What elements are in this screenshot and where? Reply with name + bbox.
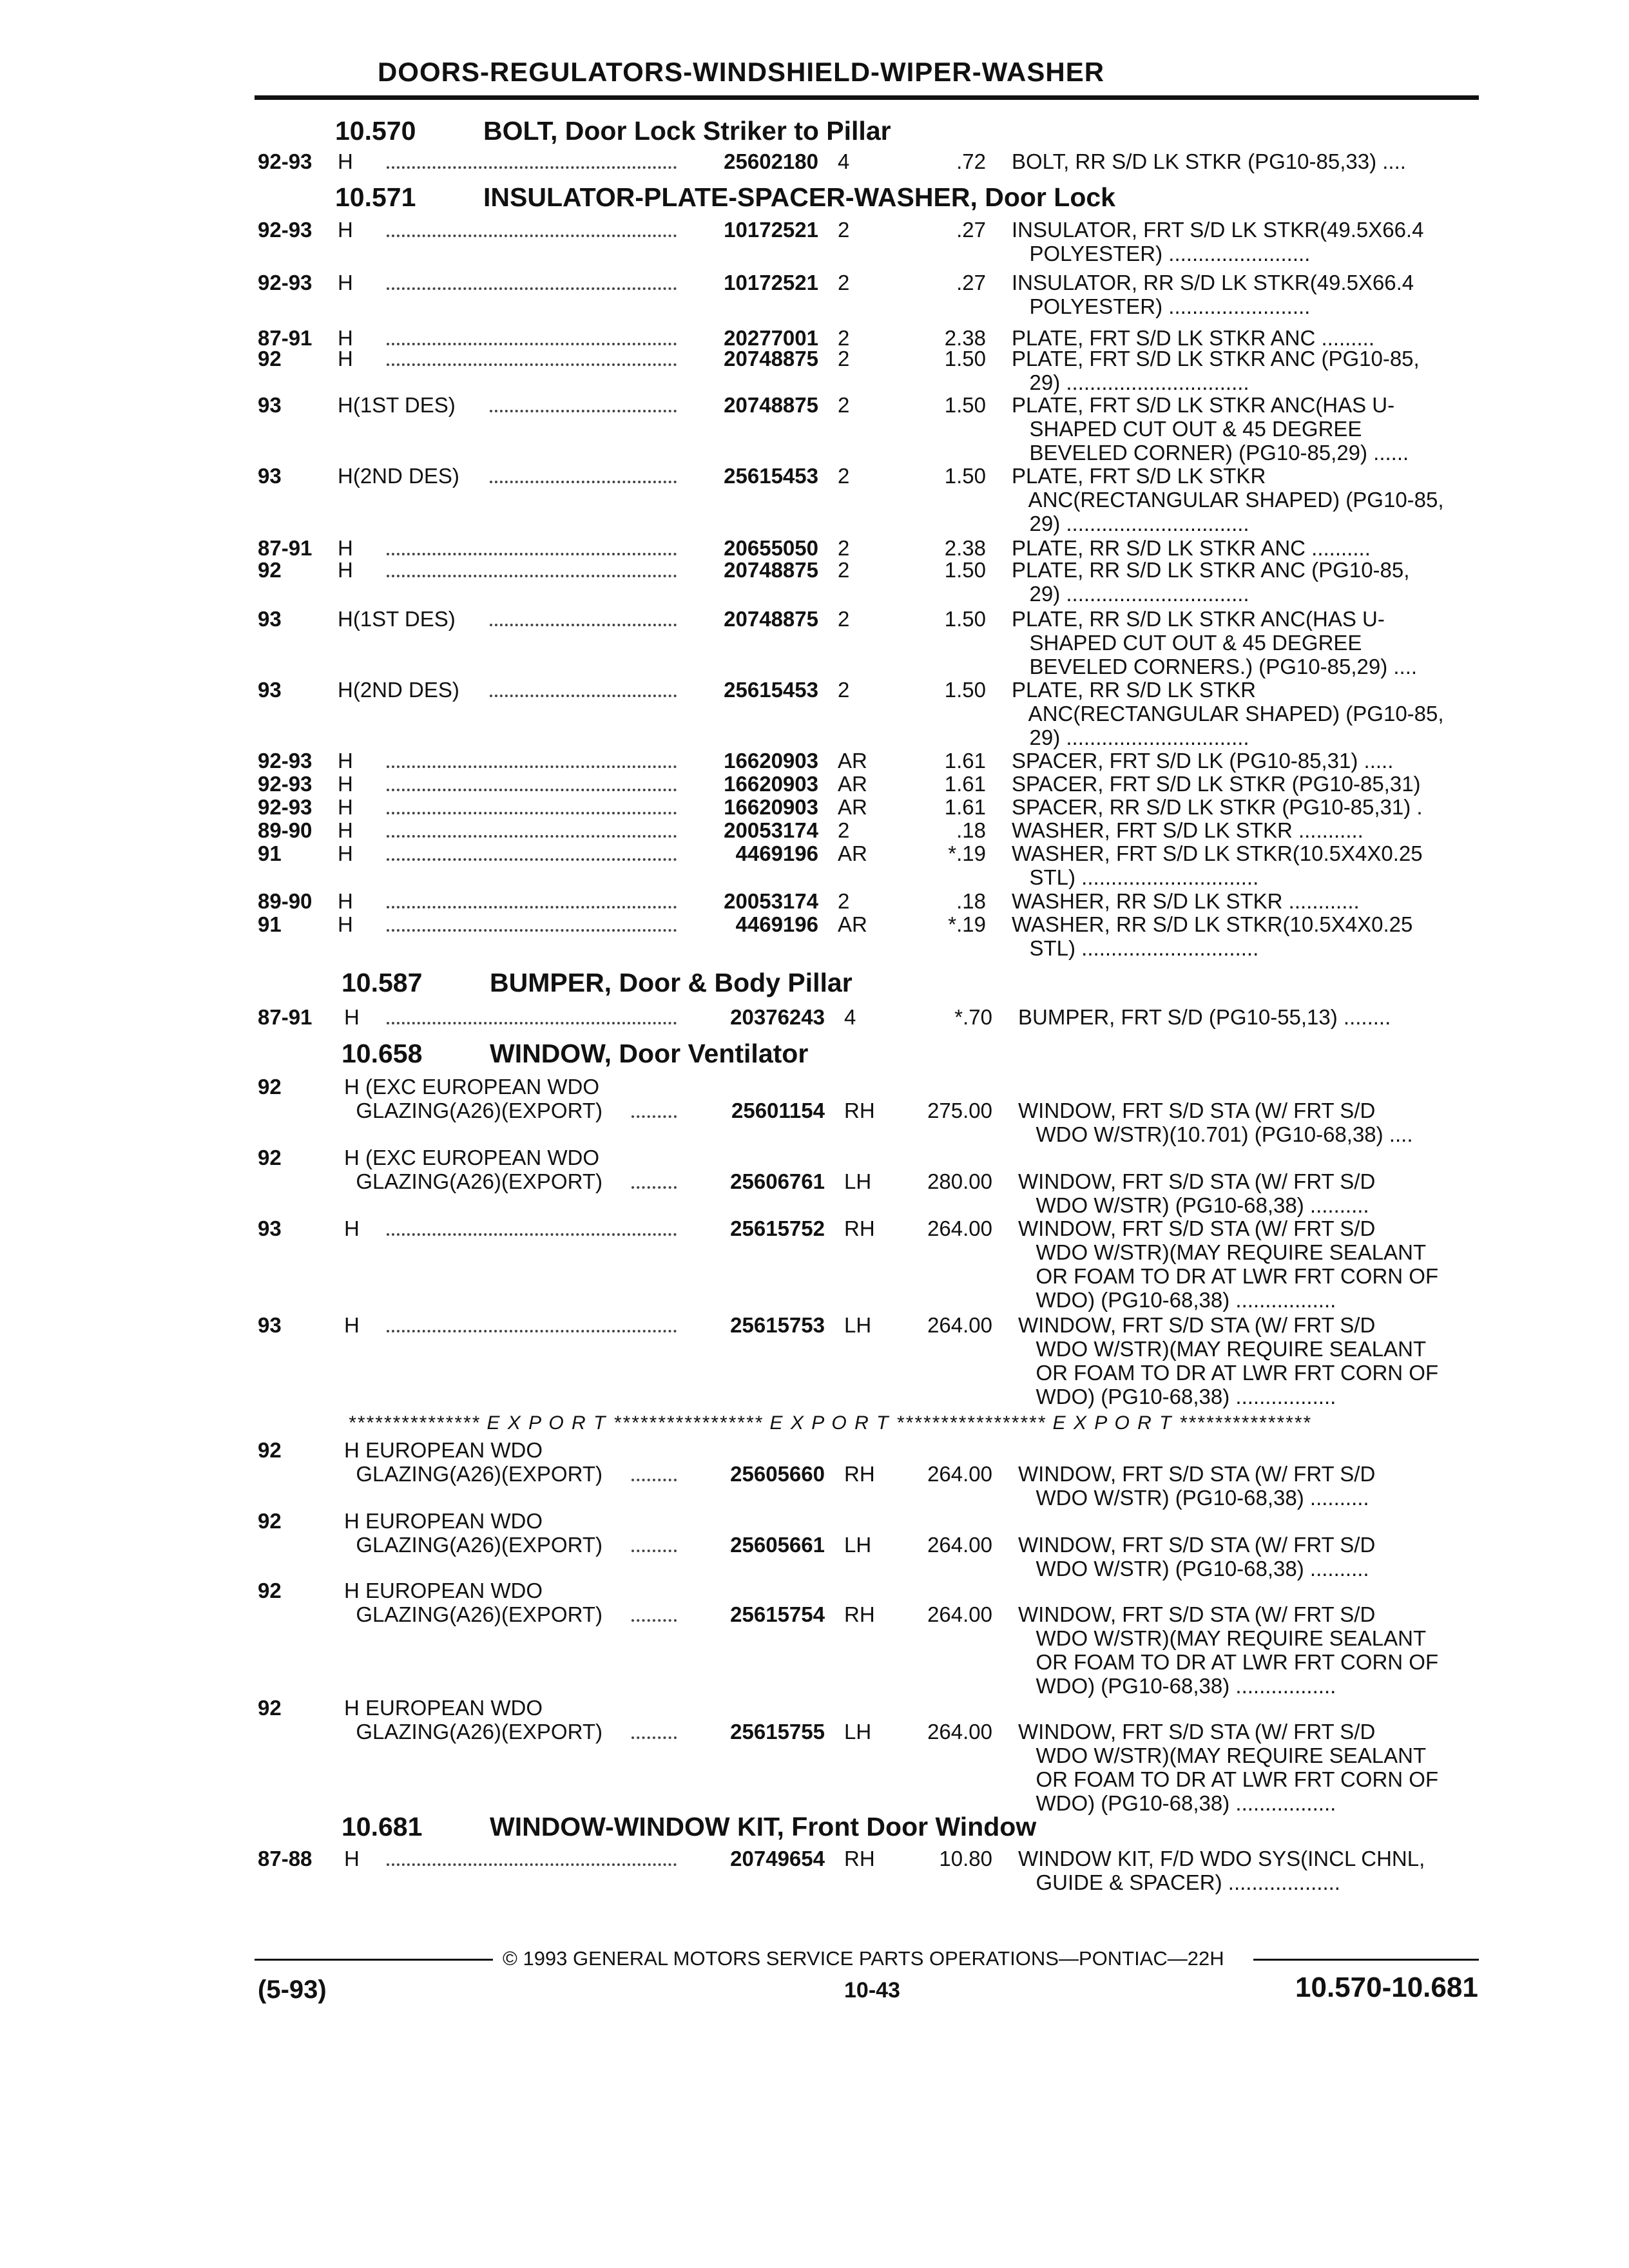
quantity: AR [838, 841, 867, 865]
dot-leader [387, 149, 677, 169]
model-year: 92 [258, 1509, 282, 1533]
footer-page-number: 10-43 [844, 1978, 900, 2003]
list-price: .72 [956, 149, 986, 173]
part-description: WASHER, FRT S/D LK STKR(10.5X4X0.25 STL) .............................. [1012, 841, 1423, 889]
part-number: 20053174 [724, 889, 818, 913]
model-code: H [338, 912, 353, 936]
part-number: 25615754 [730, 1602, 825, 1626]
dot-leader [387, 1847, 677, 1866]
part-description: PLATE, RR S/D LK STKR ANC .......... [1012, 536, 1371, 560]
quantity: AR [838, 749, 867, 773]
model-year: 92 [258, 558, 282, 582]
model-year: 89-90 [258, 818, 313, 842]
list-price: 1.50 [944, 393, 986, 417]
quantity: RH [844, 1602, 875, 1626]
part-number: 10172521 [724, 218, 818, 242]
part-number: 20748875 [724, 607, 818, 631]
section-heading [342, 968, 853, 998]
dot-leader [387, 818, 677, 838]
part-number: 25606761 [730, 1169, 825, 1193]
list-price: 10.80 [939, 1847, 992, 1870]
model-code: H(2ND DES) [338, 464, 459, 488]
dot-leader [387, 347, 677, 366]
dot-leader [490, 393, 677, 412]
list-price: 2.38 [944, 536, 986, 560]
part-number: 20277001 [724, 326, 818, 350]
list-price: 264.00 [927, 1216, 992, 1240]
footer-rule-right [1253, 1959, 1479, 1961]
quantity: 2 [838, 607, 850, 631]
dot-leader [490, 678, 677, 697]
part-number: 16620903 [724, 795, 818, 819]
list-price: *.70 [954, 1005, 992, 1029]
part-description: WINDOW, FRT S/D STA (W/ FRT S/D WDO W/STR)(MAY REQUIRE SEALANT OR FOAM TO DR AT LWR FRT CORN OF WDO) (PG10-68,38) ................. [1018, 1216, 1439, 1312]
part-description: PLATE, RR S/D LK STKR ANC(HAS U- SHAPED CUT OUT & 45 DEGREE BEVELED CORNERS.) (PG10-85,29) .... [1012, 607, 1418, 678]
model-year: 92 [258, 1075, 282, 1099]
list-price: 280.00 [927, 1169, 992, 1193]
model-code: H [344, 1847, 360, 1870]
part-number: 25615453 [724, 678, 818, 702]
model-year: 92 [258, 1438, 282, 1462]
section-heading [342, 1039, 808, 1069]
dot-leader [387, 1005, 677, 1024]
part-description: PLATE, FRT S/D LK STKR ANC (PG10-85, 29) ............................... [1012, 347, 1420, 394]
list-price: .27 [956, 271, 986, 294]
part-description: BUMPER, FRT S/D (PG10-55,13) ........ [1018, 1005, 1391, 1029]
list-price: .27 [956, 218, 986, 242]
list-price: *.19 [948, 841, 986, 865]
model-year: 92-93 [258, 749, 313, 773]
model-code: H [338, 889, 353, 913]
section-number: 10.587 [342, 968, 423, 997]
dot-leader [387, 772, 677, 791]
quantity: 2 [838, 889, 850, 913]
part-description: WINDOW, FRT S/D STA (W/ FRT S/D WDO W/STR)(MAY REQUIRE SEALANT OR FOAM TO DR AT LWR FRT CORN OF WDO) (PG10-68,38) ................. [1018, 1720, 1439, 1815]
model-year: 92-93 [258, 218, 313, 242]
model-code: H [338, 347, 353, 370]
model-year: 93 [258, 393, 282, 417]
model-code: H EUROPEAN WDO GLAZING(A26)(EXPORT) [344, 1509, 602, 1557]
model-code: H [338, 772, 353, 796]
list-price: .18 [956, 889, 986, 913]
list-price: 2.38 [944, 326, 986, 350]
part-description: WINDOW, FRT S/D STA (W/ FRT S/D WDO W/STR)(10.701) (PG10-68,38) .... [1018, 1099, 1413, 1146]
model-year: 93 [258, 678, 282, 702]
part-number: 25615453 [724, 464, 818, 488]
model-code: H EUROPEAN WDO GLAZING(A26)(EXPORT) [344, 1438, 602, 1486]
part-description: PLATE, RR S/D LK STKR ANC (PG10-85, 29) ............................... [1012, 558, 1410, 606]
model-code: H [344, 1005, 360, 1029]
list-price: 264.00 [927, 1462, 992, 1486]
part-number: 20749654 [730, 1847, 825, 1870]
model-code: H [338, 326, 353, 350]
part-description: PLATE, FRT S/D LK STKR ANC ......... [1012, 326, 1374, 350]
section-heading [335, 182, 1115, 213]
part-number: 25601154 [731, 1099, 825, 1122]
part-number: 20655050 [724, 536, 818, 560]
model-year: 87-91 [258, 326, 313, 350]
header-rule [255, 95, 1479, 100]
model-year: 92-93 [258, 795, 313, 819]
quantity: RH [844, 1462, 875, 1486]
quantity: 2 [838, 558, 850, 582]
part-description: WASHER, FRT S/D LK STKR ........... [1012, 818, 1364, 842]
part-number: 20748875 [724, 558, 818, 582]
part-description: WINDOW, FRT S/D STA (W/ FRT S/D WDO W/STR) (PG10-68,38) .......... [1018, 1533, 1376, 1581]
quantity: RH [844, 1216, 875, 1240]
part-number: 4469196 [735, 841, 818, 865]
dot-leader [387, 1216, 677, 1236]
quantity: 2 [838, 464, 850, 488]
model-code: H [338, 536, 353, 560]
list-price: *.19 [948, 912, 986, 936]
part-number: 25615753 [730, 1313, 825, 1337]
model-year: 92 [258, 347, 282, 370]
model-year: 93 [258, 1313, 282, 1337]
quantity: LH [844, 1533, 872, 1557]
list-price: 264.00 [927, 1720, 992, 1744]
model-year: 92-93 [258, 772, 313, 796]
quantity: 2 [838, 393, 850, 417]
section-title: BOLT, Door Lock Striker to Pillar [483, 116, 891, 146]
part-number: 10172521 [724, 271, 818, 294]
list-price: 264.00 [927, 1533, 992, 1557]
quantity: 2 [838, 536, 850, 560]
quantity: 2 [838, 347, 850, 370]
quantity: 2 [838, 271, 850, 294]
section-number: 10.681 [342, 1812, 423, 1841]
quantity: 2 [838, 218, 850, 242]
model-code: H [338, 218, 353, 242]
list-price: 1.61 [944, 772, 986, 796]
list-price: .18 [956, 818, 986, 842]
list-price: 1.61 [944, 795, 986, 819]
model-code: H(1ST DES) [338, 393, 456, 417]
model-code: H EUROPEAN WDO GLAZING(A26)(EXPORT) [344, 1696, 602, 1744]
part-number: 25605660 [730, 1462, 825, 1486]
dot-leader [387, 536, 677, 555]
list-price: 1.61 [944, 749, 986, 773]
model-year: 89-90 [258, 889, 313, 913]
quantity: RH [844, 1099, 875, 1122]
part-description: SPACER, RR S/D LK STKR (PG10-85,31) . [1012, 795, 1423, 819]
model-code: H [338, 558, 353, 582]
model-year: 92-93 [258, 271, 313, 294]
model-year: 92 [258, 1579, 282, 1602]
section-title: WINDOW-WINDOW KIT, Front Door Window [490, 1812, 1037, 1841]
section-heading [342, 1812, 1036, 1842]
part-description: WINDOW, FRT S/D STA (W/ FRT S/D WDO W/STR)(MAY REQUIRE SEALANT OR FOAM TO DR AT LWR FRT CORN OF WDO) (PG10-68,38) ................. [1018, 1313, 1439, 1408]
part-description: INSULATOR, RR S/D LK STKR(49.5X66.4 POLYESTER) ........................ [1012, 271, 1414, 318]
footer-rule-left [255, 1959, 493, 1961]
model-year: 93 [258, 1216, 282, 1240]
model-code: H EUROPEAN WDO GLAZING(A26)(EXPORT) [344, 1579, 602, 1626]
section-number: 10.571 [335, 182, 416, 212]
model-code: H [338, 841, 353, 865]
part-description: PLATE, FRT S/D LK STKR ANC(HAS U- SHAPED CUT OUT & 45 DEGREE BEVELED CORNER) (PG10-85,29) ...... [1012, 393, 1409, 465]
dot-leader [490, 607, 677, 626]
dot-leader [387, 795, 677, 814]
part-description: SPACER, FRT S/D LK (PG10-85,31) ..... [1012, 749, 1394, 773]
part-description: WINDOW, FRT S/D STA (W/ FRT S/D WDO W/STR)(MAY REQUIRE SEALANT OR FOAM TO DR AT LWR FRT CORN OF WDO) (PG10-68,38) ................. [1018, 1602, 1439, 1698]
part-number: 16620903 [724, 772, 818, 796]
part-description: WINDOW, FRT S/D STA (W/ FRT S/D WDO W/STR) (PG10-68,38) .......... [1018, 1169, 1376, 1217]
part-number: 25615752 [730, 1216, 825, 1240]
footer-section-range: 10.570-10.681 [1295, 1972, 1478, 2003]
part-number: 4469196 [735, 912, 818, 936]
section-number: 10.658 [342, 1039, 423, 1068]
model-year: 92 [258, 1696, 282, 1720]
quantity: 4 [844, 1005, 856, 1029]
model-year: 87-91 [258, 1005, 313, 1029]
model-year: 92-93 [258, 149, 313, 173]
list-price: 1.50 [944, 558, 986, 582]
footer-date: (5-93) [258, 1975, 327, 2004]
part-description: WASHER, RR S/D LK STKR(10.5X4X0.25 STL) .............................. [1012, 912, 1413, 960]
quantity: AR [838, 795, 867, 819]
list-price: 264.00 [927, 1602, 992, 1626]
part-description: PLATE, FRT S/D LK STKR ANC(RECTANGULAR SHAPED) (PG10-85, 29) ............................... [1012, 464, 1444, 535]
model-year: 93 [258, 607, 282, 631]
dot-leader [490, 464, 677, 483]
quantity: 2 [838, 678, 850, 702]
model-code: H [338, 749, 353, 773]
model-code: H [338, 149, 353, 173]
quantity: 2 [838, 326, 850, 350]
model-code: H [344, 1313, 360, 1337]
quantity: AR [838, 912, 867, 936]
dot-leader [387, 749, 677, 768]
part-number: 20376243 [730, 1005, 825, 1029]
part-description: WINDOW KIT, F/D WDO SYS(INCL CHNL, GUIDE & SPACER) ................... [1018, 1847, 1425, 1894]
list-price: 1.50 [944, 464, 986, 488]
part-number: 20748875 [724, 393, 818, 417]
model-year: 91 [258, 912, 282, 936]
list-price: 1.50 [944, 347, 986, 370]
part-number: 25605661 [730, 1533, 825, 1557]
model-code: H(1ST DES) [338, 607, 456, 631]
dot-leader [387, 326, 677, 345]
part-number: 20053174 [724, 818, 818, 842]
model-year: 93 [258, 464, 282, 488]
part-description: WINDOW, FRT S/D STA (W/ FRT S/D WDO W/STR) (PG10-68,38) .......... [1018, 1462, 1376, 1510]
part-number: 25615755 [730, 1720, 825, 1744]
section-title: BUMPER, Door & Body Pillar [490, 968, 853, 997]
model-year: 87-91 [258, 536, 313, 560]
model-code: H [344, 1216, 360, 1240]
part-description: SPACER, FRT S/D LK STKR (PG10-85,31) [1012, 772, 1421, 796]
quantity: LH [844, 1720, 872, 1744]
model-code: H (EXC EUROPEAN WDO GLAZING(A26)(EXPORT) [344, 1075, 602, 1122]
part-number: 20748875 [724, 347, 818, 370]
model-year: 91 [258, 841, 282, 865]
footer-copyright: © 1993 GENERAL MOTORS SERVICE PARTS OPERATIONS—PONTIAC—22H [503, 1947, 1224, 1970]
dot-leader [387, 889, 677, 908]
part-description: INSULATOR, FRT S/D LK STKR(49.5X66.4 POLYESTER) ........................ [1012, 218, 1424, 265]
quantity: 4 [838, 149, 850, 173]
section-number: 10.570 [335, 116, 416, 146]
model-code: H (EXC EUROPEAN WDO GLAZING(A26)(EXPORT) [344, 1146, 602, 1193]
dot-leader [387, 218, 677, 237]
quantity: LH [844, 1313, 872, 1337]
model-code: H(2ND DES) [338, 678, 459, 702]
list-price: 1.50 [944, 607, 986, 631]
quantity: AR [838, 772, 867, 796]
list-price: 275.00 [927, 1099, 992, 1122]
dot-leader [387, 271, 677, 290]
list-price: 264.00 [927, 1313, 992, 1337]
section-heading [335, 116, 891, 146]
quantity: LH [844, 1169, 872, 1193]
part-description: BOLT, RR S/D LK STKR (PG10-85,33) .... [1012, 149, 1406, 173]
dot-leader [387, 1313, 677, 1332]
quantity: 2 [838, 818, 850, 842]
list-price: 1.50 [944, 678, 986, 702]
dot-leader [387, 841, 677, 861]
part-description: PLATE, RR S/D LK STKR ANC(RECTANGULAR SHAPED) (PG10-85, 29) ............................... [1012, 678, 1444, 749]
section-title: INSULATOR-PLATE-SPACER-WASHER, Door Lock [483, 182, 1115, 212]
part-description: WASHER, RR S/D LK STKR ............ [1012, 889, 1360, 913]
section-title: WINDOW, Door Ventilator [490, 1039, 809, 1068]
model-code: H [338, 795, 353, 819]
model-code: H [338, 818, 353, 842]
quantity: RH [844, 1847, 875, 1870]
dot-leader [387, 558, 677, 577]
dot-leader [387, 912, 677, 932]
model-year: 92 [258, 1146, 282, 1169]
model-year: 87-88 [258, 1847, 313, 1870]
part-number: 16620903 [724, 749, 818, 773]
part-number: 25602180 [724, 149, 818, 173]
page-title: DOORS-REGULATORS-WINDSHIELD-WIPER-WASHER [377, 57, 1105, 87]
model-code: H [338, 271, 353, 294]
export-banner: *************** E X P O R T ***************** E X P O R T ***************** E X P O R T *************** [348, 1412, 1311, 1434]
